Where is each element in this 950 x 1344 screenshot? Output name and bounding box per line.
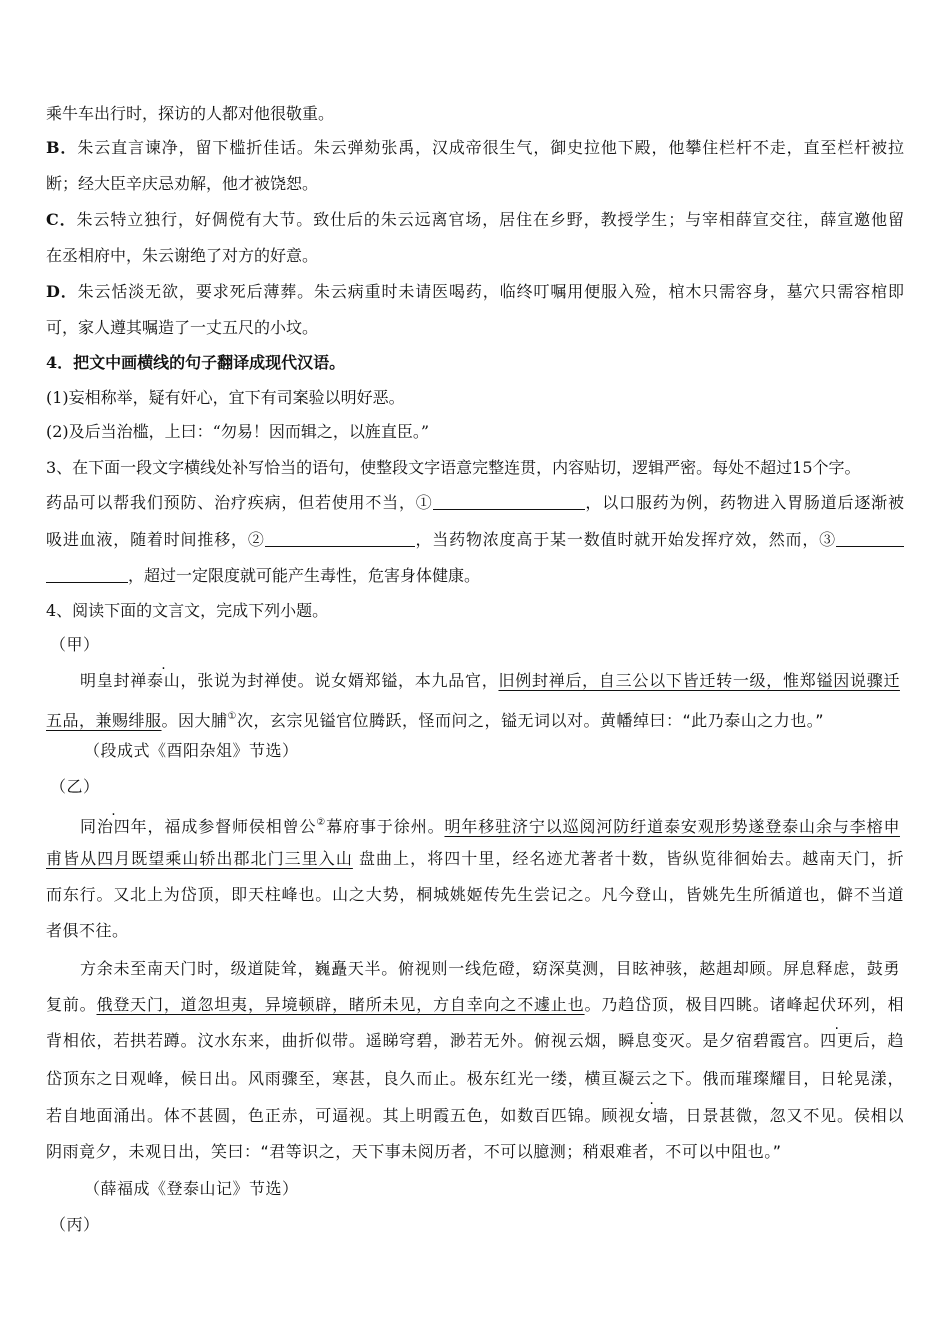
section-3-line4: ，超过一定限度就可能产生毒性，危害身体健康。 [46,565,904,587]
passage-yi-line6: 复前。俄登天门，道忽坦夷，异境顿辟，睹所未见，方自幸向之不遽止也。乃趋岱顶，极目四眺。诸峰起伏环列，相 [46,995,904,1014]
option-d-line2: 可，家人遵其嘱造了一丈五尺的小坟。 [46,318,319,337]
passage-yi-label: （乙） [50,777,100,796]
section-3-instruction: 3、在下面一段文字横线处补写恰当的语句，使整段文字语意完整连贯，内容贴切，逻辑严密。每处不超过15个字。 [46,458,861,477]
section-4-instruction: 4、阅读下面的文言文，完成下列小题。 [46,601,329,620]
passage-bing-label: （丙） [50,1215,100,1234]
passage-jia-source: （段成式《酉阳杂俎》节选） [84,741,299,760]
passage-yi-source: （薛福成《登泰山记》节选） [84,1179,299,1198]
passage-yi-line9: 若自地面涌出。体不甚圆，色正赤，可逼视。其上明霞五色，如数百匹锦。顾视女墙，日景甚微，忽又不见。侯相以 [46,1106,904,1125]
passage-yi-line8: 岱顶东之日观峰，候日出。风雨骤至，寒甚，良久而止。极东红光一缕，横亘凝云之下。俄而璀璨耀目，日轮晃漾， [46,1069,904,1088]
option-d-label: D． [46,282,78,301]
translate-sentence-1: (1)妄相称举，疑有奸心，宜下有司案验以明好恶。 [46,388,405,407]
section-3-line3: 吸进血液，随着时间推移，② ，当药物浓度高于某一数值时就开始发挥疗效，然而，③ [46,529,904,551]
answer-blank-2[interactable] [265,530,415,547]
option-c-line1: C．朱云特立独行，好倜傥有大节。致仕后的朱云远离官场，居住在乡野，教授学生；与宰相薛宣交往，薛宣邀他留 [46,210,904,229]
option-a-continuation: 乘牛车出行时，探访的人都对他很敬重。 [46,104,335,123]
option-b-line1: B．朱云直言谏净，留下槛折佳话。朱云弹劾张禹，汉成帝很生气，御史拉他下殿，他攀住栏杆不走，直至栏杆被拉 [46,138,904,157]
passage-yi-line2: 甫皆从四月既望乘山轿出郡北门三里入山 盘曲上，将四十里，经名迹尤著者十数，皆纵览徘徊始去。越南天门，折 [46,849,904,868]
passage-yi-line10: 阴雨竟夕，未观日出，笑曰：“君等识之，天下事未阅历者，不可以臆测；稍艰难者，不可以中阻也。” [46,1142,782,1161]
passage-yi-line3: 而东行。又北上为岱顶，即天柱峰也。山之大势，桐城姚姬传先生尝记之。凡今登山，皆姚先生所循道也，僻不当道 [46,885,904,904]
passage-yi-line7: 背相依，若拱若蹲。汶水东来，曲折似带。遥睇穹碧，渺若无外。俯视云烟，瞬息变灭。是夕宿碧霞宫。四更后，趋 [46,1031,904,1050]
option-c-label: C． [46,210,77,229]
option-d-line1: D．朱云恬淡无欲，要求死后薄葬。朱云病重时未请医喝药，临终叮嘱用便服入殓，棺木只需容身，墓穴只需容棺即 [46,282,904,301]
passage-yi-line4: 者俱不往。 [46,921,129,940]
section-3-line2: 药品可以帮我们预防、治疗疾病，但若使用不当，① ，以口服药为例，药物进入胃肠道后逐渐被 [46,493,904,512]
answer-blank-1[interactable] [433,493,585,510]
option-b-label: B． [46,138,78,157]
passage-yi-line1: 同治四年，福成参督师侯相曾公②幕府事于徐州。明年移驻济宁以巡阅河防纡道泰安观形势遂登泰山余与李榕申 [80,817,900,836]
passage-jia-line1: 明皇封禅泰山，张说为封禅使。说女婿郑镒，本九品官，旧例封禅后，自三公以下皆迁转一级，惟郑镒因说骤迁 [80,671,900,690]
translate-sentence-2: (2)及后当治槛，上曰：“勿易！因而辑之，以旌直臣。” [46,422,430,441]
question-4-title: 4．把文中画横线的句子翻译成现代汉语。 [46,353,346,372]
passage-jia-label: （甲） [50,635,100,654]
answer-blank-3[interactable] [836,530,904,547]
option-b-line2: 断；经大臣辛庆忌劝解，他才被饶恕。 [46,174,319,193]
answer-blank-3-cont[interactable] [46,566,128,583]
passage-jia-line2: 五品，兼赐绯服。因大脯①次，玄宗见镒官位腾跃，怪而问之，镒无词以对。黄幡绰曰：“此乃泰山之力也。” [46,711,825,730]
option-c-line2: 在丞相府中，朱云谢绝了对方的好意。 [46,246,319,265]
passage-yi-line5: 方余未至南天门时，级道陡耸，巍矗天半。俯视则一线危磴，窈深莫测，目眩神骇，趑趄却顾。屏息释虑，鼓勇 [80,959,900,978]
